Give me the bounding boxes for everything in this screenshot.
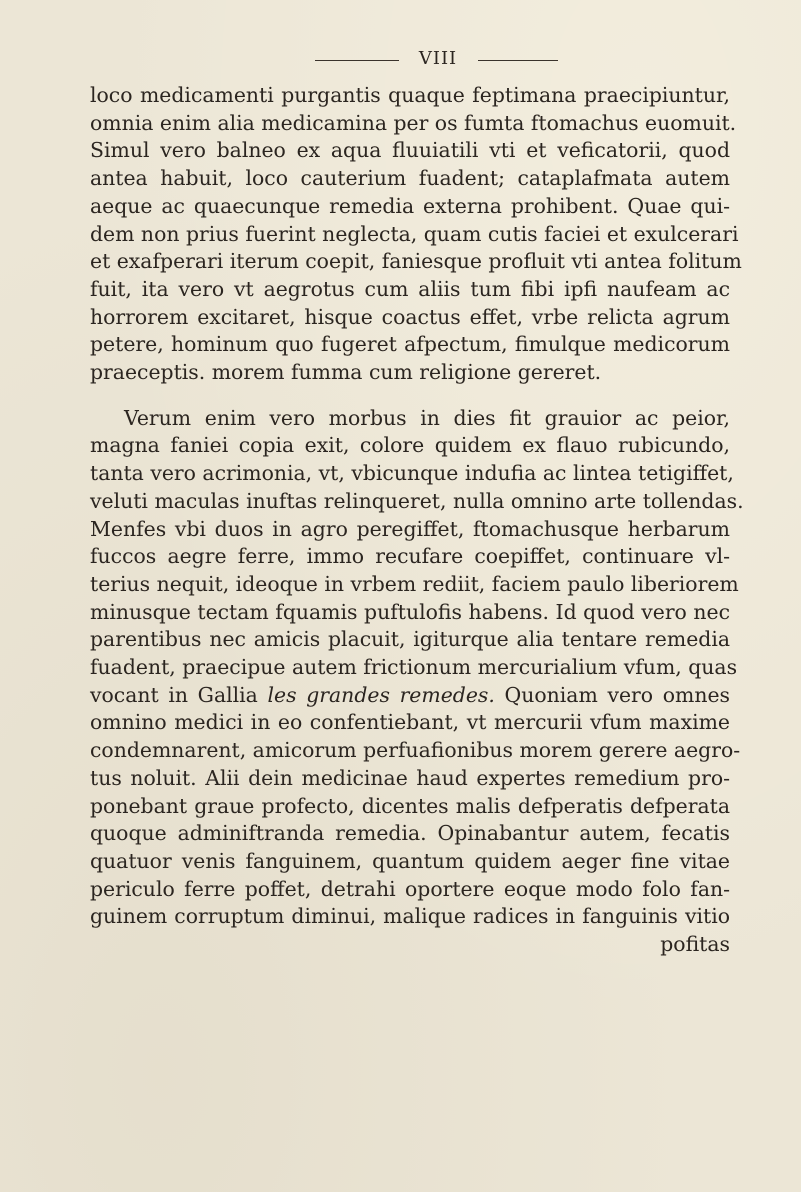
text-line: magna faniei copia exit, colore quidem ex flauo rubicundo,	[90, 433, 730, 458]
text-segment: Quoniam vero omnes	[494, 682, 730, 707]
text-line: ponebant graue profecto, dicentes malis defperatis defperata	[90, 793, 730, 818]
italic-phrase: les grandes remedes.	[267, 682, 495, 707]
text-line: parentibus nec amicis placuit, igiturque alia tentare remedia	[90, 627, 730, 652]
text-line: fuccos aegre ferre, immo recufare coepiffet, continuare vl-	[90, 544, 730, 569]
text-line: terius nequit, ideoque in vrbem rediit, faciem paulo liberiorem	[90, 571, 739, 596]
text-line: veluti maculas inuftas relinqueret, nulla omnino arte tollendas.	[90, 488, 744, 513]
text-line: horrorem excitaret, hisque coactus effet, vrbe relicta agrum	[90, 304, 730, 329]
text-line: periculo ferre poffet, detrahi oportere eoque modo folo fan-	[90, 876, 730, 901]
text-line: dem non prius fuerint neglecta, quam cutis faciei et exulcerari	[90, 221, 739, 246]
text-line: fuit, ita vero vt aegrotus cum aliis tum fibi ipfi naufeam ac	[90, 276, 730, 301]
text-segment: vocant in Gallia	[90, 682, 268, 707]
page-header	[0, 50, 801, 72]
paragraph-2	[90, 405, 744, 959]
text-line: Menfes vbi duos in agro peregiffet, ftomachusque herbarum	[90, 516, 730, 541]
text-line: Simul vero balneo ex aqua fluuiatili vti et veficatorii, quod	[90, 138, 730, 163]
text-line: guinem corruptum diminui, malique radices in fanguinis vitio	[90, 904, 730, 929]
text-line: quoque adminiftranda remedia. Opinabantur autem, fecatis	[90, 821, 730, 846]
text-line: tanta vero acrimonia, vt, vbicunque indufia ac lintea tetigiffet,	[90, 461, 734, 486]
text-line: praeceptis. morem fumma cum religione gereret.	[90, 360, 602, 385]
paragraph-1	[90, 82, 742, 387]
text-line: loco medicamenti purgantis quaque feptimana praecipiuntur,	[90, 83, 730, 107]
text-line	[90, 682, 730, 710]
catchword: pofitas	[660, 932, 730, 957]
body-text	[90, 82, 744, 959]
text-line: petere, hominum quo fugeret afpectum, fimulque medicorum	[90, 332, 730, 357]
text-line: condemnarent, amicorum perfuafionibus morem gerere aegro-	[90, 738, 741, 763]
text-line: tus noluit. Alii dein medicinae haud expertes remedium pro-	[90, 765, 730, 790]
page-number: VIII	[418, 48, 458, 69]
header-rule-right	[478, 60, 558, 61]
text-line: et exafperari iterum coepit, faniesque profluit vti antea folitum	[90, 249, 742, 274]
text-line: omnino medici in eo confentiebant, vt mercurii vfum maxime	[90, 710, 730, 735]
header-rule-left	[315, 60, 399, 61]
text-line: omnia enim alia medicamina per os fumta ftomachus euomuit.	[90, 110, 737, 135]
text-line: aeque ac quaecunque remedia externa prohibent. Quae qui-	[90, 193, 730, 218]
text-line: fuadent, praecipue autem frictionum mercurialium vfum, quas	[90, 655, 738, 680]
text-line: minusque tectam fquamis puftulofis habens. Id quod vero nec	[90, 599, 730, 624]
text-line: Verum enim vero morbus in dies fit grauior ac peior,	[124, 405, 730, 430]
text-line: quatuor venis fanguinem, quantum quidem aeger fine vitae	[90, 848, 730, 873]
text-line: antea habuit, loco cauterium fuadent; cataplafmata autem	[90, 166, 730, 191]
paragraph-gap	[90, 387, 730, 405]
